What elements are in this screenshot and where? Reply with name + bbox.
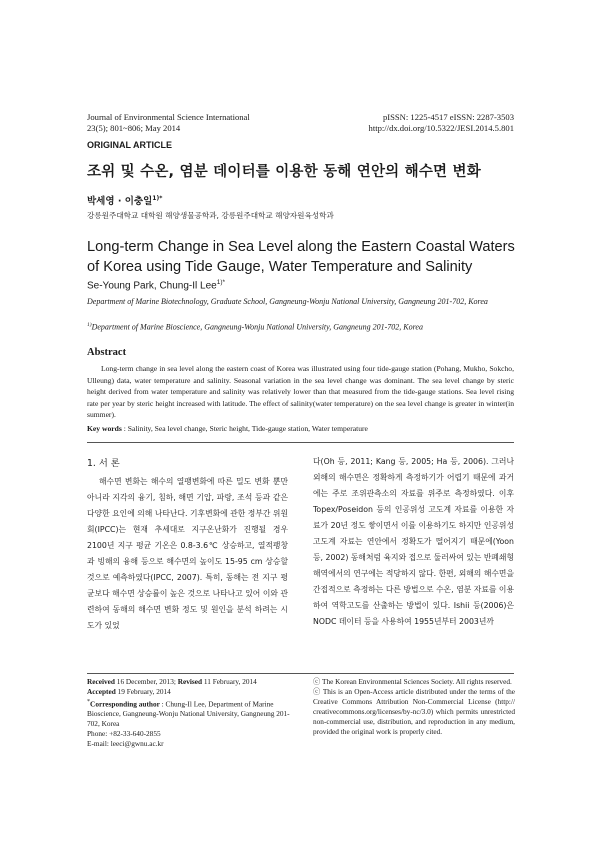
accepted-label: Accepted [87,687,116,696]
abstract-heading: Abstract [87,347,127,358]
divider-footnote [87,673,514,674]
license-text: ⓒ This is an Open-Access article distributed under the terms of the Creative Commons Attribution Non-Commercial License (http:// creativecommons.org/licenses/by-nc/3.0) which permits unrestricted non-commercial use, distribution, and reproduction in any medium, provided the original work is properly cited. [313,687,515,736]
divider-top [87,442,514,443]
english-affiliation-2-text: Department of Marine Bioscience, Gangneung-Wonju National University, Gangneung 201-702, Korea [91,322,423,332]
copyright: ⓒ The Korean Environmental Sciences Society. All rights reserved. [313,677,512,686]
english-affiliation-1: Department of Marine Biotechnology, Graduate School, Gangneung-Wonju National University, Gangneung 201-702, Korea [87,297,488,306]
abstract-text: Long-term change in sea level along the eastern coast of Korea was illustrated using four tide-gauge station (Pohang, Mukho, Sokcho, Ulleung) data, water temperature and salinity. Seasonal variation in the sea level change was dominant. The sea level change by steric height derived from water temperature and salinity was relatively lower than that measured from the tide-gauge stations. Sea level rising rate per year by steric height increased with latitude. The effect of salinity(water temperature) on the sea level change is greater in winter(in summer). [87,364,514,419]
received-line [87,677,297,687]
english-affiliation-2-sup: 1) [87,322,92,328]
article-type: ORIGINAL ARTICLE [87,140,172,150]
korean-author-names: 박세영 · 이충일 [87,196,153,207]
accepted-line [87,687,297,697]
english-authors [87,279,225,291]
korean-affiliation: 강릉원주대학교 대학원 해양생물공학과, 강릉원주대학교 해양자원육성학과 [87,211,334,220]
issn: pISSN: 1225-4517 eISSN: 2287-3503 [382,112,514,122]
journal-name: Journal of Environmental Science International [87,112,250,122]
english-author-sup: 1)* [216,279,226,286]
revised-label: Revised [177,677,203,686]
body-right-column: 다(Oh 등, 2011; Kang 등, 2005; Ha 등, 2006). 그러나 외해의 해수면은 정확하게 측정하기가 어렵기 때문에 과거에는 주로 조위관측소의 자료를 위주로 측정하였다. 이후 Topex/Poseidon 등의 인공위성 고도계 자료를 이용한 자료가 20년 정도 쌓이면서 이를 이용하기도 하지만 인공위성 고도계 자료는 연안에서 정확도가 떨어지기 때문에(Yoon 등, 2002) 동해처럼 육지와 접으로 둘러싸여 있는 반폐쇄형 해역에서의 연구에는 적당하지 않다. 한편, 외해의 해수면을 간접적으로 측정하는 다른 방법으로 수온, 염분 자료를 이용하여 역학고도를 산출하는 방법이 있다. Ishii 등(2006)은 NODC 데이터 등을 사용하여 1955년부터 2003년까 [313,457,514,626]
keywords [87,424,514,433]
korean-author-sup: 1)* [152,194,163,202]
phone: Phone: +82-33-640-2855 [87,729,161,739]
received-date: 16 December, 2013; [114,677,178,686]
english-affiliation-2 [87,322,517,332]
korean-title: 조위 및 수온, 염분 데이터를 이용한 동해 연안의 해수면 변화 [87,164,481,180]
footnote-left [87,677,297,749]
accepted-date: 19 February, 2014 [115,687,171,696]
footnote-right [313,677,515,737]
corresponding-label: Corresponding author [90,699,160,709]
keywords-text: : Salinity, Sea level change, Steric height, Tide-gauge station, Water temperature [121,424,368,433]
corresponding-text: : Chung-Il Lee, Department of Marine Bioscience, Gangneung-Wonju National University, Gangneung 201-702, Korea [87,699,290,729]
english-title: Long-term Change in Sea Level along the Eastern Coastal Waters of Korea using Tide Gauge, Water Temperature and Salinity [87,239,515,275]
body-left-column: 해수면 변화는 해수의 열팽변화에 따른 밀도 변화 뿐만 아니라 지각의 융기, 침하, 해면 기압, 파랑, 조석 등과 같은 다양한 요인에 의해 나타난다. 기후변화에 관한 정부간 위원회(IPCC)는 현재 추세대로 지구온난화가 진행될 경우 2100년 지구 평균 기온은 0.8-3.6℃ 상승하고, 열적팽창과 빙해의 융해 등으로 해수면의 높이도 15-95 cm 상승할 것으로 예측하였다(IPCC, 2007). 특히, 동해는 전 지구 평균보다 해수면 상승률이 높은 것으로 나타나고 있어 이와 관련하여 동해의 해수면 변화 정도 및 원인을 분석 하려는 시도가 있었 [87,477,288,630]
korean-authors [87,193,162,207]
journal-header-right [369,112,514,134]
section-heading: 1. 서 론 [87,458,120,469]
received-label: Received [87,677,115,686]
revised-date: 11 February, 2014 [202,677,257,686]
corresponding-line [87,697,297,729]
journal-header-left [87,112,250,134]
email-link[interactable]: E-mail: leeci@gwnu.ac.kr [87,739,164,749]
volume-info: 23(5); 801~806; May 2014 [87,123,181,133]
keywords-label: Key words [87,424,122,433]
corresponding-sup: * [87,699,91,705]
english-author-names: Se-Young Park, Chung-Il Lee [87,280,217,292]
doi-link[interactable]: http://dx.doi.org/10.5322/JESI.2014.5.801 [368,123,514,133]
